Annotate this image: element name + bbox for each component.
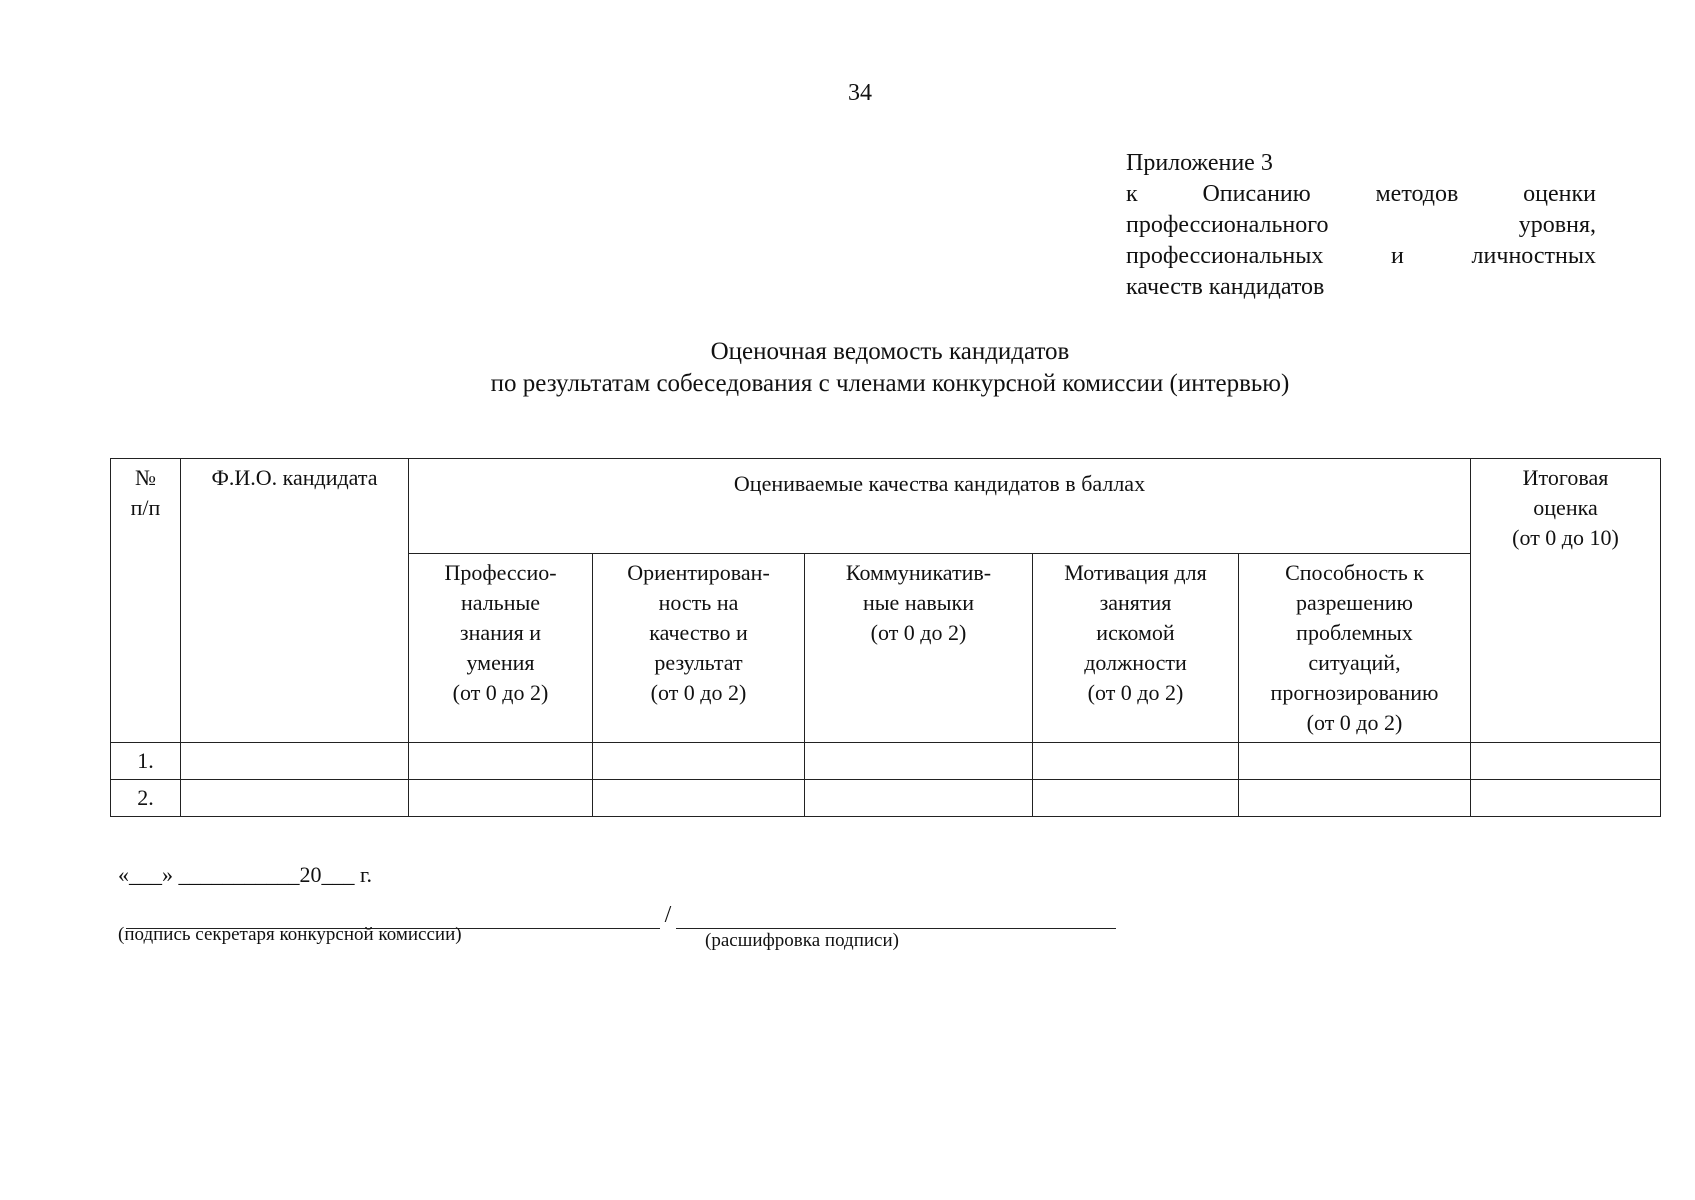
- document-title: [300, 336, 1480, 400]
- table-cell: [1471, 780, 1661, 817]
- column-header-name: Ф.И.О. кандидата: [181, 459, 409, 743]
- appendix-line: профессионального уровня,: [1126, 212, 1596, 238]
- table-cell: [1033, 780, 1239, 817]
- column-header-motivation: Мотивация для занятия искомой должности (от 0 до 2): [1033, 554, 1239, 743]
- table-cell: [805, 743, 1033, 780]
- evaluation-table: [110, 458, 1661, 817]
- row-number: 1.: [111, 743, 181, 780]
- table-cell: [1239, 743, 1471, 780]
- table-cell: [593, 780, 805, 817]
- column-header-number: № п/п: [111, 459, 181, 743]
- table-cell: [593, 743, 805, 780]
- title-line: по результатам собеседования с членами конкурсной комиссии (интервью): [490, 370, 1290, 397]
- signature-decoding-line: [676, 928, 1116, 929]
- table-cell: [805, 780, 1033, 817]
- table-row: [111, 780, 1661, 817]
- table-cell: [181, 780, 409, 817]
- table-cell: [409, 780, 593, 817]
- page-number: 34: [848, 80, 872, 106]
- table-cell: [1471, 743, 1661, 780]
- column-header-communication-skills: Коммуникатив- ные навыки (от 0 до 2): [805, 554, 1033, 743]
- appendix-line: профессиональных и личностных: [1126, 243, 1596, 269]
- column-header-qualities: Оцениваемые качества кандидатов в баллах: [409, 459, 1471, 554]
- appendix-line: к Описанию методов оценки: [1126, 181, 1596, 207]
- table-cell: [181, 743, 409, 780]
- table-cell: [1239, 780, 1471, 817]
- date-field: «___» ___________20___ г.: [118, 862, 373, 887]
- appendix-line: качеств кандидатов: [1126, 274, 1325, 300]
- title-line: Оценочная ведомость кандидатов: [710, 338, 1070, 365]
- signature-separator: /: [664, 902, 672, 928]
- appendix-heading: Приложение 3: [1126, 150, 1273, 176]
- column-header-total: Итоговая оценка (от 0 до 10): [1471, 459, 1661, 743]
- table-header-row: [111, 459, 1661, 554]
- table-cell: [1033, 743, 1239, 780]
- table-cell: [409, 743, 593, 780]
- appendix-reference: [1126, 148, 1596, 303]
- signature-caption: (подпись секретаря конкурсной комиссии): [118, 924, 462, 945]
- column-header-problem-solving: Способность к разрешению проблемных ситуаций, прогнозированию (от 0 до 2): [1239, 554, 1471, 743]
- column-header-result-orientation: Ориентирован- ность на качество и результат (от 0 до 2): [593, 554, 805, 743]
- column-header-professional-knowledge: Профессио- нальные знания и умения (от 0 до 2): [409, 554, 593, 743]
- table-row: [111, 743, 1661, 780]
- row-number: 2.: [111, 780, 181, 817]
- signature-decoding-caption: (расшифровка подписи): [705, 930, 899, 951]
